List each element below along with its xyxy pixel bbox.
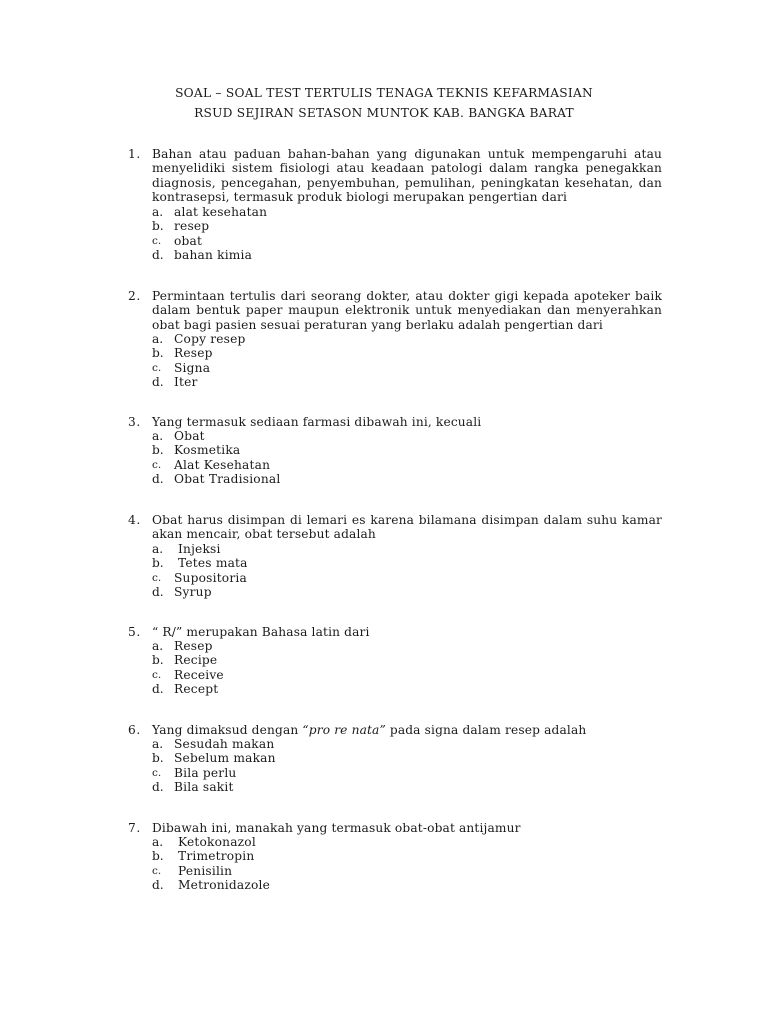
option-letter: d. bbox=[152, 375, 164, 390]
option-text: Receive bbox=[174, 667, 224, 682]
question-number: 6. bbox=[128, 723, 141, 737]
option-text: Sesudah makan bbox=[174, 737, 275, 751]
question-text: Yang termasuk sediaan farmasi dibawah ini, kecuali bbox=[152, 415, 482, 429]
option-text: Syrup bbox=[174, 585, 212, 600]
option-letter: d. bbox=[152, 682, 164, 697]
option-text: resep bbox=[174, 219, 210, 234]
option-text: Obat bbox=[174, 429, 205, 443]
option-text: Recept bbox=[174, 682, 219, 697]
option-letter: b. bbox=[152, 751, 164, 766]
question-number: 5. bbox=[128, 625, 141, 639]
option-letter: b. bbox=[152, 346, 164, 361]
option-letter: a. bbox=[152, 737, 164, 751]
option-text: Bila sakit bbox=[174, 780, 234, 795]
option-text: Resep bbox=[174, 346, 213, 361]
option-letter: a. bbox=[152, 205, 164, 219]
latin-term: “pro re nata” bbox=[302, 723, 386, 737]
option-letter: b. bbox=[152, 849, 164, 864]
option-letter: a. bbox=[152, 639, 164, 653]
option-letter: a. bbox=[152, 835, 164, 849]
option-text: Penisilin bbox=[178, 863, 233, 878]
question-number: 4. bbox=[128, 513, 141, 527]
question-text-start: Yang dimaksud dengan bbox=[152, 723, 303, 737]
option-text: obat bbox=[174, 233, 203, 248]
option-letter: c. bbox=[152, 458, 162, 471]
option-text: Obat Tradisional bbox=[174, 472, 281, 487]
option-letter: b. bbox=[152, 219, 164, 234]
question-text: Bahan atau paduan bahan-bahan yang digunakan untuk mempengaruhi atau menyelidiki sistem fisiologi atau keadaan patologi dalam rangka penegakkan diagnosis, pencegahan, penyembuhan, pemulihan, peningkatan kesehatan, dan kontrasepsi, termasuk produk biologi merupakan pengertian dari bbox=[152, 147, 662, 205]
option-text: Resep bbox=[174, 639, 213, 653]
option-letter: b. bbox=[152, 653, 164, 668]
question-text: “ R/” merupakan Bahasa latin dari bbox=[152, 625, 370, 639]
option-text: Injeksi bbox=[178, 542, 221, 556]
question-text: Obat harus disimpan di lemari es karena bilamana disimpan dalam suhu kamar akan mencair, obat tersebut adalah bbox=[152, 513, 662, 542]
question-text-end: pada signa dalam resep adalah bbox=[385, 723, 587, 737]
option-letter: c. bbox=[152, 864, 162, 877]
option-text: Kosmetika bbox=[174, 443, 241, 458]
option-letter: b. bbox=[152, 443, 164, 458]
document-subtitle: RSUD SEJIRAN SETASON MUNTOK KAB. BANGKA BARAT bbox=[194, 106, 574, 120]
option-letter: c. bbox=[152, 361, 162, 374]
option-text: Trimetropin bbox=[178, 849, 255, 864]
option-letter: c. bbox=[152, 668, 162, 681]
option-text: Alat Kesehatan bbox=[174, 457, 271, 472]
option-text: Recipe bbox=[174, 653, 218, 668]
option-letter: a. bbox=[152, 542, 164, 556]
option-letter: d. bbox=[152, 248, 164, 263]
question-number: 1. bbox=[128, 147, 141, 161]
option-text: Sebelum makan bbox=[174, 751, 276, 766]
question-text: Dibawah ini, manakah yang termasuk obat-obat antijamur bbox=[152, 821, 521, 835]
option-letter: c. bbox=[152, 766, 162, 779]
document-title: SOAL – SOAL TEST TERTULIS TENAGA TEKNIS KEFARMASIAN bbox=[175, 86, 593, 100]
option-text: Metronidazole bbox=[178, 878, 271, 893]
question-number: 3. bbox=[128, 415, 141, 429]
option-text: alat kesehatan bbox=[174, 205, 268, 219]
option-text: Signa bbox=[174, 360, 211, 375]
option-letter: d. bbox=[152, 472, 164, 487]
option-text: Ketokonazol bbox=[178, 835, 256, 849]
option-text: Tetes mata bbox=[178, 556, 248, 571]
option-letter: a. bbox=[152, 332, 164, 346]
option-text: Iter bbox=[174, 375, 198, 390]
option-letter: b. bbox=[152, 556, 164, 571]
option-letter: d. bbox=[152, 585, 164, 600]
option-letter: c. bbox=[152, 234, 162, 247]
question-text bbox=[152, 723, 662, 737]
question-number: 2. bbox=[128, 289, 141, 303]
option-text: Supositoria bbox=[174, 570, 247, 585]
option-letter: d. bbox=[152, 878, 164, 893]
option-letter: c. bbox=[152, 571, 162, 584]
option-letter: a. bbox=[152, 429, 164, 443]
question-text: Permintaan tertulis dari seorang dokter, atau dokter gigi kepada apoteker baik dalam bentuk paper maupun elektronik untuk menyediakan dan menyerahkan obat bagi pasien sesuai peraturan yang berlaku adalah pengertian dari bbox=[152, 289, 662, 332]
option-text: bahan kimia bbox=[174, 248, 253, 263]
option-text: Bila perlu bbox=[174, 765, 237, 780]
option-letter: d. bbox=[152, 780, 164, 795]
option-text: Copy resep bbox=[174, 332, 246, 346]
question-number: 7. bbox=[128, 821, 141, 835]
